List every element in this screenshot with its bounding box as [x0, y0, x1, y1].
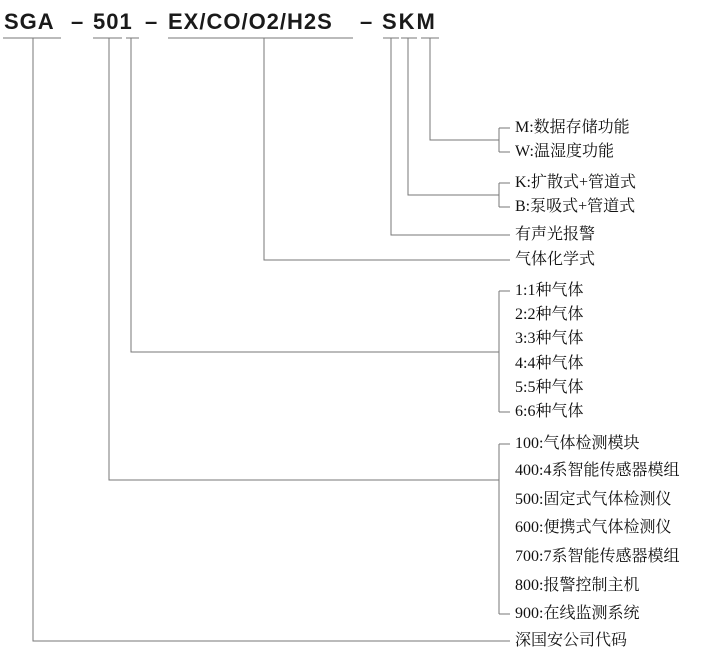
label-series-700: 700:7系智能传感器模组 — [515, 548, 680, 565]
branch-alarm — [391, 38, 510, 235]
branch-function — [430, 38, 510, 152]
label-gas-count-6: 6:6种气体 — [515, 403, 584, 420]
dash-separator: – — [360, 9, 374, 34]
label-series-100: 100:气体检测模块 — [515, 435, 640, 452]
label-diffusion: K:扩散式+管道式 — [515, 174, 637, 191]
label-series-800: 800:报警控制主机 — [515, 577, 640, 594]
branch-series — [109, 38, 510, 614]
label-gas-formula: 气体化学式 — [515, 251, 596, 268]
label-temp-humidity: W:温湿度功能 — [515, 143, 614, 160]
branch-gas-formula — [264, 38, 510, 260]
label-series-900: 900:在线监测系统 — [515, 605, 640, 622]
branch-sampling — [408, 38, 510, 207]
label-company-code: 深国安公司代码 — [515, 632, 628, 649]
label-data-storage: M:数据存储功能 — [515, 119, 630, 136]
branch-sga — [33, 38, 510, 641]
model-series: 501 — [93, 9, 133, 34]
model-gases: EX/CO/O2/H2S — [168, 9, 333, 34]
model-options: SKM — [382, 9, 437, 34]
label-gas-count-2: 2:2种气体 — [515, 306, 584, 323]
label-series-400: 400:4系智能传感器模组 — [515, 462, 680, 479]
label-gas-count-3: 3:3种气体 — [515, 330, 584, 347]
label-gas-count-5: 5:5种气体 — [515, 379, 584, 396]
label-gas-count-1: 1:1种气体 — [515, 282, 584, 299]
label-series-500: 500:固定式气体检测仪 — [515, 491, 672, 508]
label-pump: B:泵吸式+管道式 — [515, 198, 636, 215]
label-alarm: 有声光报警 — [515, 226, 596, 243]
model-brand: SGA — [4, 9, 55, 34]
branch-gas-count — [131, 38, 510, 412]
label-gas-count-4: 4:4种气体 — [515, 355, 584, 372]
dash-separator: – — [71, 9, 85, 34]
label-series-600: 600:便携式气体检测仪 — [515, 519, 672, 536]
dash-separator: – — [145, 9, 159, 34]
